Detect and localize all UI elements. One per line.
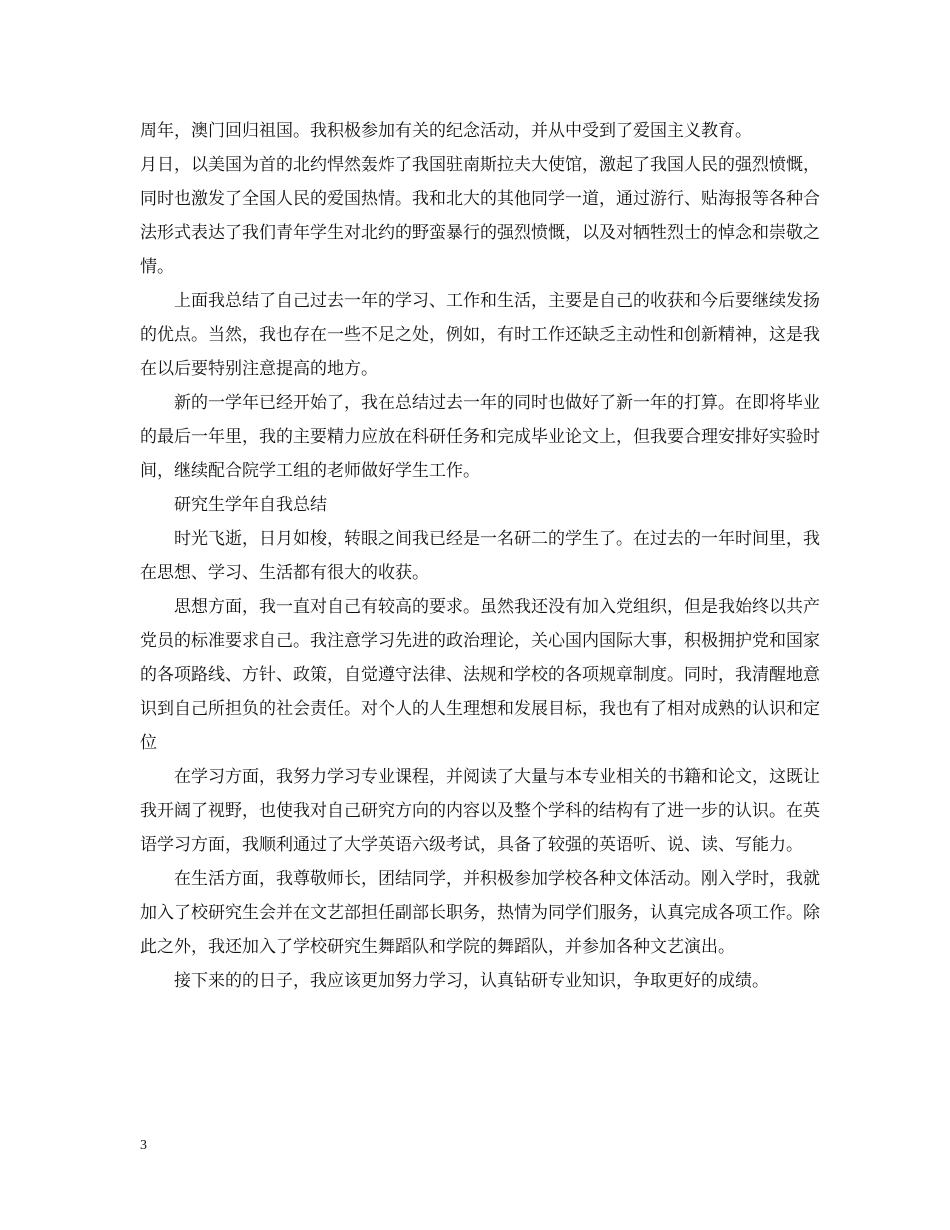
page-number: 3 — [140, 1138, 147, 1153]
paragraph-3: 上面我总结了自己过去一年的学习、工作和生活，主要是自己的收获和今后要继续发扬的优点。当然，我也存在一些不足之处，例如，有时工作还缺乏主动性和创新精神，这是我在以后要特别注意提高的地方。 — [140, 291, 820, 379]
paragraph-10: 接下来的的日子，我应该更加努力学习，认真钻研专业知识，争取更好的成绩。 — [174, 971, 769, 991]
paragraph-6: 时光飞逝，日月如梭，转眼之间我已经是一名研二的学生了。在过去的一年时间里，我在思想、学习、生活都有很大的收获。 — [140, 529, 820, 583]
paragraph-2: 月日，以美国为首的北约悍然轰炸了我国驻南斯拉夫大使馆，激起了我国人民的强烈愤慨，同时也激发了全国人民的爱国热情。我和北大的其他同学一道，通过游行、贴海报等各种合法形式表达了我们青年学生对北约的野蛮暴行的强烈愤慨，以及对牺牲烈士的悼念和崇敬之情。 — [140, 155, 820, 277]
paragraph-7: 思想方面，我一直对自己有较高的要求。虽然我还没有加入党组织，但是我始终以共产党员的标准要求自己。我注意学习先进的政治理论，关心国内国际大事，积极拥护党和国家的各项路线、方针、政策，自觉遵守法律、法规和学校的各项规章制度。同时，我清醒地意识到自己所担负的社会责任。对个人的人生理想和发展目标，我也有了相对成熟的认识和定位 — [140, 597, 820, 753]
section-heading: 研究生学年自我总结 — [174, 495, 327, 515]
paragraph-8: 在学习方面，我努力学习专业课程，并阅读了大量与本专业相关的书籍和论文，这既让我开阔了视野，也使我对自己研究方向的内容以及整个学科的结构有了进一步的认识。在英语学习方面，我顺利通过了大学英语六级考试，具备了较强的英语听、说、读、写能力。 — [140, 767, 820, 855]
document-body — [140, 114, 820, 998]
paragraph-1: 周年，澳门回归祖国。我积极参加有关的纪念活动，并从中受到了爱国主义教育。 — [140, 121, 752, 141]
paragraph-9: 在生活方面，我尊敬师长，团结同学，并积极参加学校各种文体活动。刚入学时，我就加入了校研究生会并在文艺部担任副部长职务，热情为同学们服务，认真完成各项工作。除此之外，我还加入了学校研究生舞蹈队和学院的舞蹈队，并参加各种文艺演出。 — [140, 869, 820, 957]
paragraph-4: 新的一学年已经开始了，我在总结过去一年的同时也做好了新一年的打算。在即将毕业的最后一年里，我的主要精力应放在科研任务和完成毕业论文上，但我要合理安排好实验时间，继续配合院学工组的老师做好学生工作。 — [140, 393, 820, 481]
